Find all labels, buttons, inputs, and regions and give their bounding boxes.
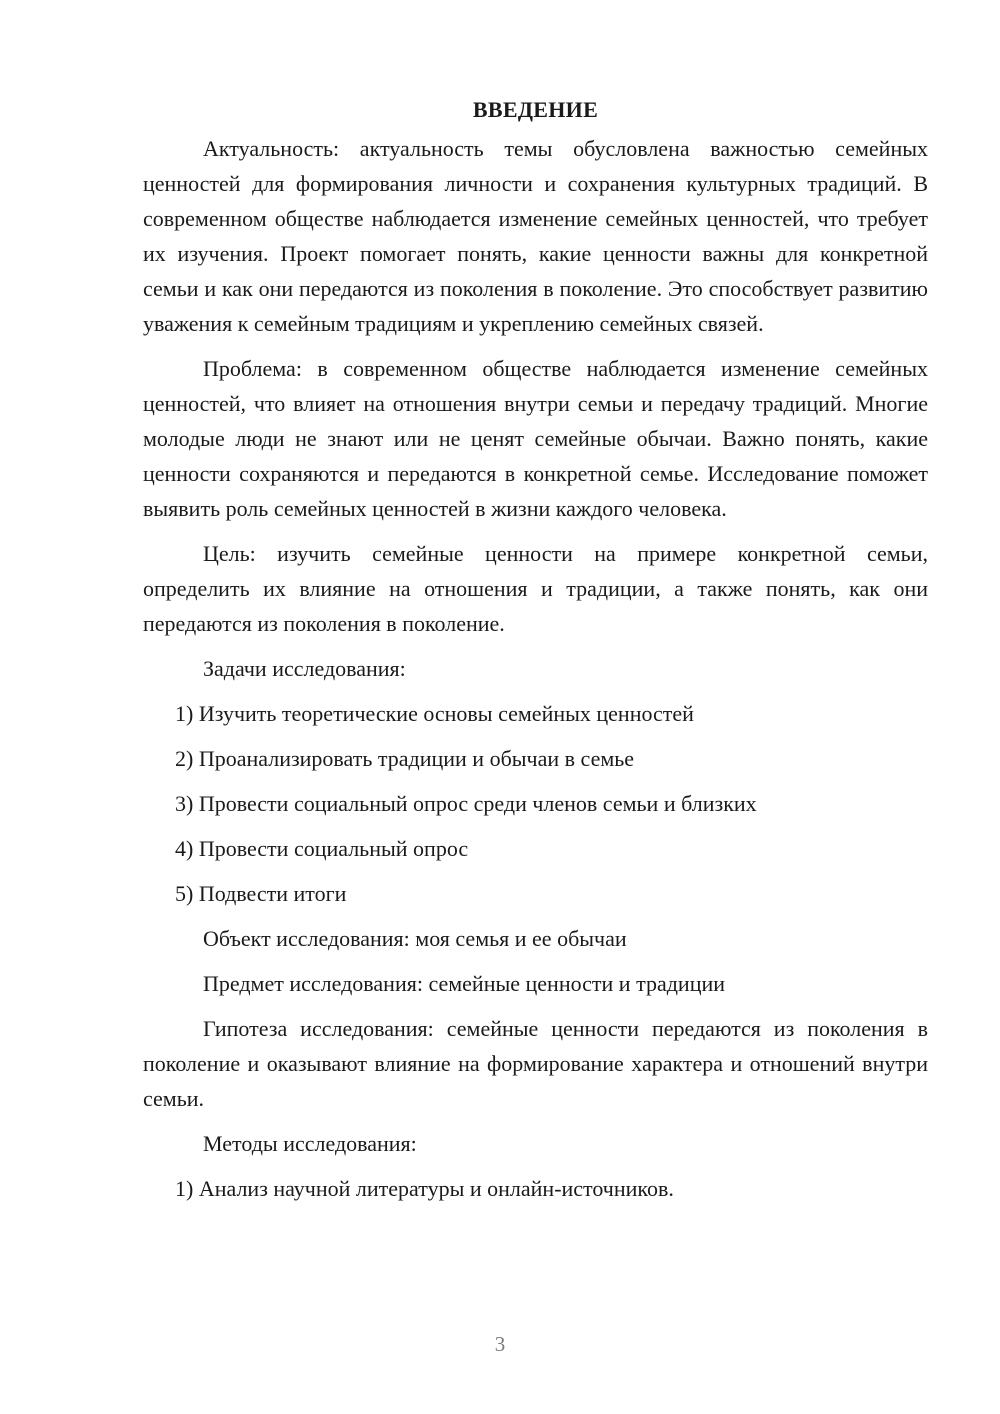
page-number: 3 bbox=[494, 1332, 506, 1356]
tasks-heading: Задачи исследования: bbox=[203, 656, 406, 681]
task-item: 1) Изучить теоретические основы семейных ценностей bbox=[175, 701, 694, 726]
paragraph-relevance: Актуальность: актуальность темы обусловлена важностью семейных ценностей для формирования личности и сохранения культурных традиций. В современном обществе наблюдается изменение семейных ценностей, что требует их изучения. Проект помогает понять, какие ценности важны для конкретной семьи и как они передаются из поколения в поколение. Это способствует развитию уважения к семейным традициям и укреплению семейных связей. bbox=[143, 136, 928, 336]
methods-heading: Методы исследования: bbox=[203, 1131, 417, 1156]
research-subject: Предмет исследования: семейные ценности и традиции bbox=[203, 971, 726, 996]
document-page bbox=[143, 92, 928, 1216]
section-title: ВВЕДЕНИЕ bbox=[472, 97, 599, 122]
method-item: 1) Анализ научной литературы и онлайн-источников. bbox=[175, 1176, 674, 1201]
paragraph-hypothesis: Гипотеза исследования: семейные ценности передаются из поколения в поколение и оказывают влияние на формирование характера и отношений внутри семьи. bbox=[143, 1016, 928, 1111]
task-item: 2) Проанализировать традиции и обычаи в семье bbox=[175, 746, 635, 771]
research-object: Объект исследования: моя семья и ее обычаи bbox=[203, 926, 627, 951]
paragraph-goal: Цель: изучить семейные ценности на примере конкретной семьи, определить их влияние на отношения и традиции, а также понять, как они передаются из поколения в поколение. bbox=[143, 541, 928, 636]
task-item: 3) Провести социальный опрос среди членов семьи и близких bbox=[175, 791, 757, 816]
task-item: 5) Подвести итоги bbox=[175, 881, 347, 906]
paragraph-problem: Проблема: в современном обществе наблюдается изменение семейных ценностей, что влияет на отношения внутри семьи и передачу традиций. Многие молодые люди не знают или не ценят семейные обычаи. Важно понять, какие ценности сохраняются и передаются в конкретной семье. Исследование поможет выявить роль семейных ценностей в жизни каждого человека. bbox=[143, 356, 928, 521]
task-item: 4) Провести социальный опрос bbox=[175, 836, 469, 861]
